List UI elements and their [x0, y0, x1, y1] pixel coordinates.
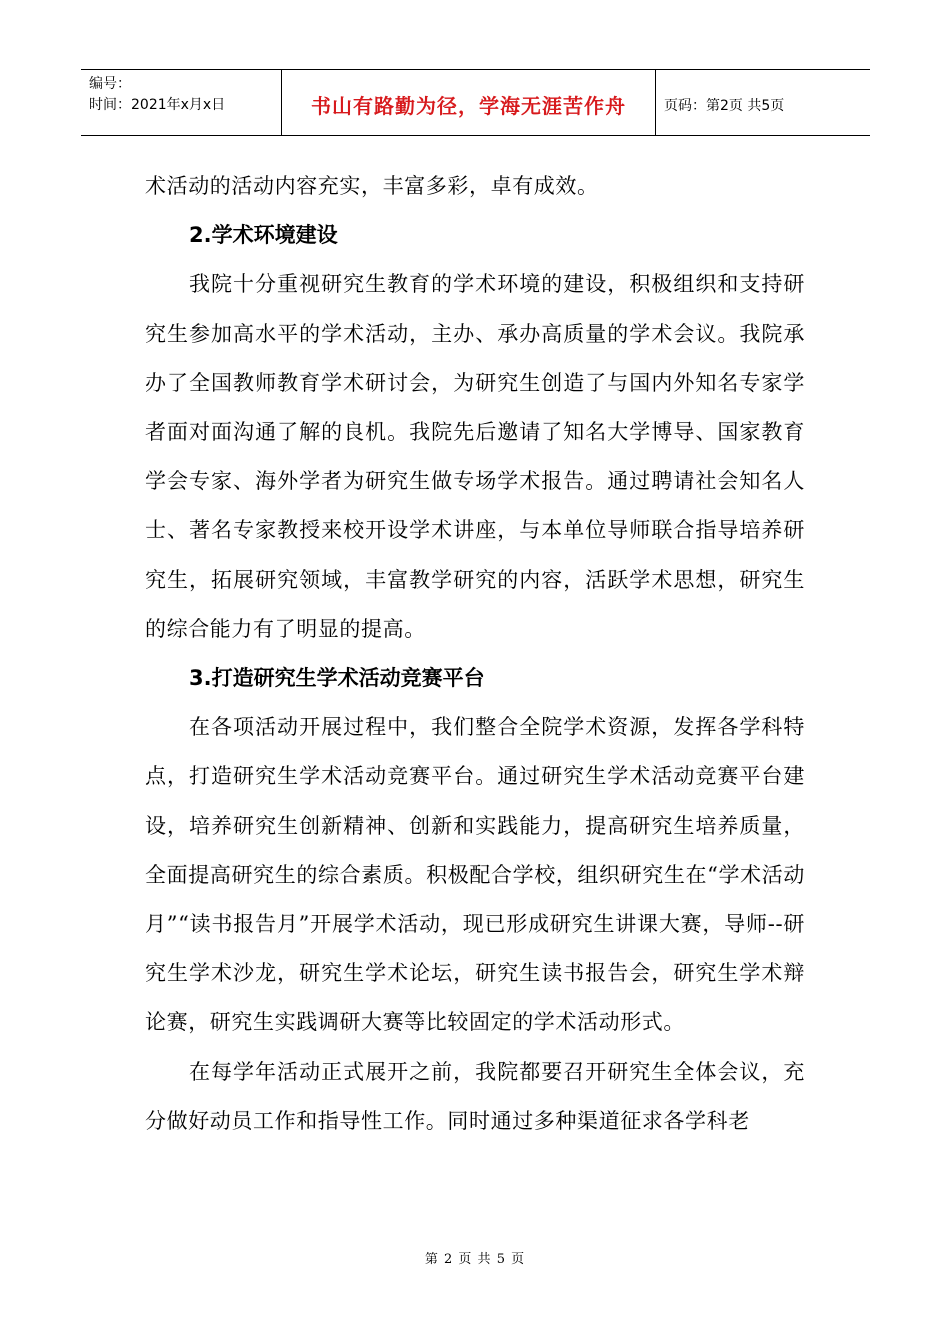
paragraph-academic-environment: 我院十分重视研究生教育的学术环境的建设，积极组织和支持研究生参加高水平的学术活动，主办、承办高质量的学术会议。我院承办了全国教师教育学术研讨会，为研究生创造了与国内外知名专家学者面对面沟通了解的良机。我院先后邀请了知名大学博导、国家教育学会专家、海外学者为研究生做专场学术报告。通过聘请社会知名人士、著名专家教授来校开设学术讲座，与本单位导师联合指导培养研究生，拓展研究领域，丰富教学研究的内容，活跃学术思想，研究生的综合能力有了明显的提高。 [145, 272, 805, 641]
paragraph-annual-meeting: 在每学年活动正式展开之前，我院都要召开研究生全体会议，充分做好动员工作和指导性工作。同时通过多种渠道征求各学科老 [145, 1059, 805, 1133]
header-motto-cell [282, 70, 656, 135]
page-footer: 第 2 页 共 5 页 [424, 1252, 526, 1267]
paragraph-competition-platform: 在各项活动开展过程中，我们整合全院学术资源，发挥各学科特点，打造研究生学术活动竞赛平台。通过研究生学术活动竞赛平台建设，培养研究生创新精神、创新和实践能力，提高研究生培养质量，全面提高研究生的综合素质。积极配合学校，组织研究生在“学术活动月”“读书报告月”开展学术活动，现已形成研究生讲课大赛，导师--研究生学术沙龙，研究生学术论坛，研究生读书报告会，研究生学术辩论赛，研究生实践调研大赛等比较固定的学术活动形式。 [145, 715, 805, 1035]
section-heading-competition-platform: 3.打造研究生学术活动竞赛平台 [189, 666, 485, 691]
document-body [145, 162, 805, 1146]
header-meta-cell [81, 70, 282, 135]
header-page-cell [656, 70, 870, 135]
page-header [81, 69, 870, 136]
paragraph-continuation: 术活动的活动内容充实，丰富多彩，卓有成效。 [145, 174, 599, 198]
document-date-label: 时间：2021年x月x日 [89, 97, 226, 113]
section-heading-academic-environment: 2.学术环境建设 [189, 223, 338, 248]
document-number-label: 编号： [89, 76, 131, 92]
header-motto: 书山有路勤为径，学海无涯苦作舟 [311, 94, 626, 118]
header-page-info: 页码：第2页 共5页 [664, 97, 785, 114]
